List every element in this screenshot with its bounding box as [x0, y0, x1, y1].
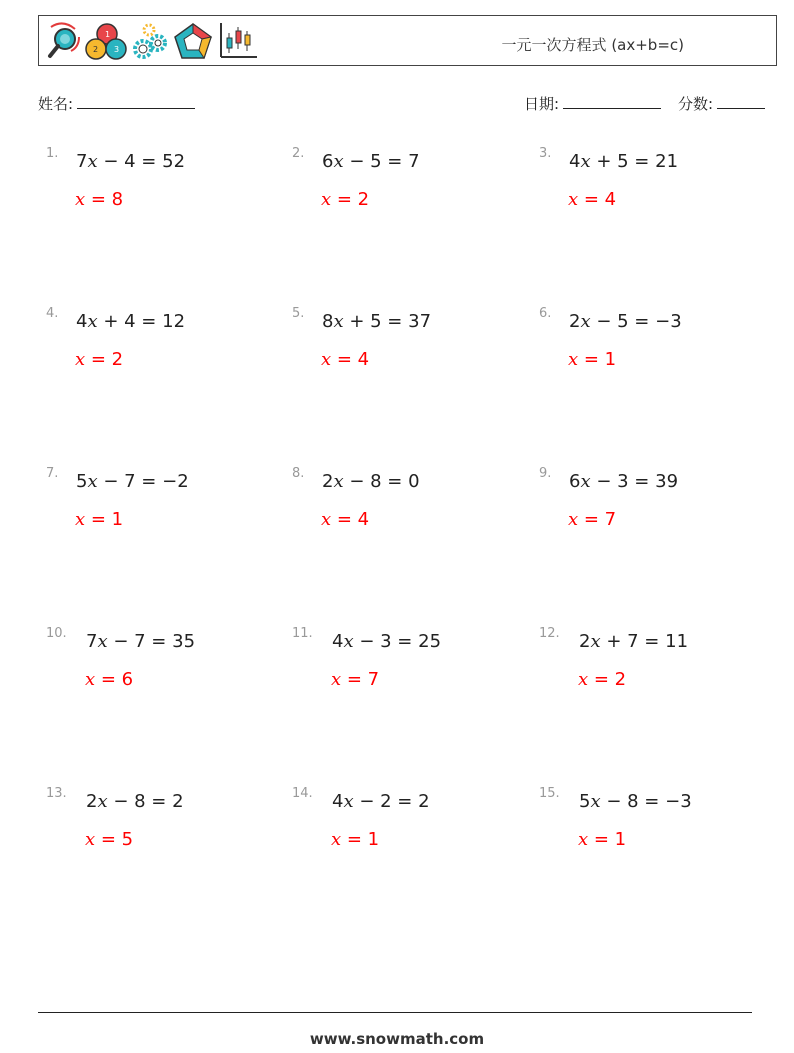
name-blank[interactable] — [77, 93, 195, 109]
problem-equation: 7x − 7 = 35 — [86, 631, 196, 652]
problem-answer: x = 4 — [321, 349, 370, 370]
problem-number: 3. — [539, 146, 552, 161]
problem-number: 4. — [46, 306, 59, 321]
problem-answer: x = 6 — [85, 669, 134, 690]
svg-text:3: 3 — [114, 45, 120, 54]
problem-answer: x = 1 — [568, 349, 617, 370]
problem-number: 2. — [292, 146, 305, 161]
problem-answer: x = 1 — [331, 829, 380, 850]
problem-equation: 4x + 5 = 21 — [569, 151, 679, 172]
problem-equation: 7x − 4 = 52 — [76, 151, 186, 172]
score-blank[interactable] — [717, 93, 765, 109]
problem-answer: x = 1 — [578, 829, 627, 850]
problem-number: 7. — [46, 466, 59, 481]
problem-number: 11. — [292, 626, 313, 641]
gears-icon — [131, 21, 169, 61]
problem-answer: x = 4 — [568, 189, 617, 210]
problem-number: 9. — [539, 466, 552, 481]
name-field[interactable] — [38, 93, 195, 114]
problem-number: 6. — [539, 306, 552, 321]
date-label: 日期: — [524, 95, 560, 113]
problem-equation: 6x − 3 = 39 — [569, 471, 679, 492]
problem-equation: 4x + 4 = 12 — [76, 311, 186, 332]
problem-equation: 5x − 8 = −3 — [579, 791, 692, 812]
problem-number: 15. — [539, 786, 560, 801]
problem-answer: x = 7 — [568, 509, 617, 530]
date-blank[interactable] — [563, 93, 661, 109]
problem-answer: x = 2 — [578, 669, 627, 690]
footer-divider — [38, 1012, 752, 1013]
problem-number: 8. — [292, 466, 305, 481]
problem-answer: x = 7 — [331, 669, 380, 690]
problem-equation: 2x − 8 = 2 — [86, 791, 184, 812]
problem-number: 12. — [539, 626, 560, 641]
numbered-balls-icon — [85, 21, 129, 61]
problem-equation: 4x − 2 = 2 — [332, 791, 430, 812]
problem-equation: 4x − 3 = 25 — [332, 631, 442, 652]
header-icons — [45, 21, 259, 61]
pentagon-icon — [171, 21, 215, 61]
problem-answer: x = 4 — [321, 509, 370, 530]
problem-number: 13. — [46, 786, 67, 801]
date-field[interactable] — [524, 93, 661, 114]
magnifier-icon — [45, 21, 83, 61]
problem-answer: x = 8 — [75, 189, 124, 210]
problem-answer: x = 5 — [85, 829, 134, 850]
problem-equation: 2x − 5 = −3 — [569, 311, 682, 332]
problem-answer: x = 2 — [321, 189, 370, 210]
svg-text:2: 2 — [93, 45, 99, 54]
problem-equation: 2x − 8 = 0 — [322, 471, 420, 492]
name-label: 姓名: — [38, 95, 74, 113]
problem-number: 14. — [292, 786, 313, 801]
problem-number: 1. — [46, 146, 59, 161]
problem-number: 10. — [46, 626, 67, 641]
problem-answer: x = 1 — [75, 509, 124, 530]
problem-equation: 2x + 7 = 11 — [579, 631, 689, 652]
problem-equation: 8x + 5 = 37 — [322, 311, 432, 332]
score-label: 分数: — [678, 95, 714, 113]
problem-answer: x = 2 — [75, 349, 124, 370]
worksheet-header — [38, 15, 777, 66]
problem-number: 5. — [292, 306, 305, 321]
candlestick-chart-icon — [217, 21, 259, 61]
svg-text:1: 1 — [105, 30, 111, 39]
score-field[interactable] — [678, 93, 765, 114]
problem-equation: 5x − 7 = −2 — [76, 471, 189, 492]
footer-url: www.snowmath.com — [309, 1030, 485, 1048]
worksheet-title: 一元一次方程式 (ax+b=c) — [501, 36, 684, 54]
problem-equation: 6x − 5 = 7 — [322, 151, 420, 172]
